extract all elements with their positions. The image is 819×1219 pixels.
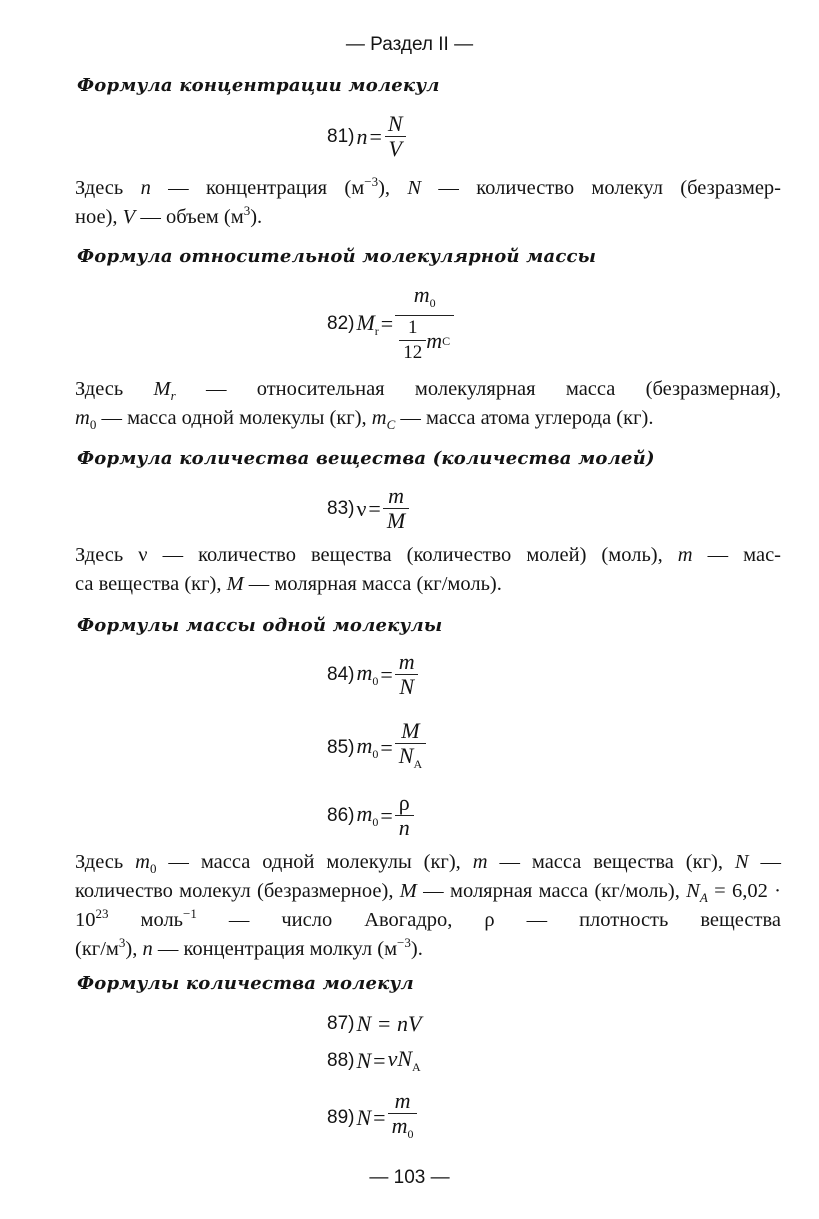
formula-lhs: N xyxy=(356,1047,372,1073)
numerator: M xyxy=(401,718,420,743)
lhs-subscript: 0 xyxy=(372,674,379,688)
equals-sign: = xyxy=(368,495,381,521)
numerator-subscript: 0 xyxy=(429,296,436,310)
fraction xyxy=(383,484,409,533)
equals-sign: = xyxy=(380,661,393,687)
numerator: m xyxy=(388,483,404,508)
formula-86 xyxy=(327,791,414,840)
section-heading-concentration: Формула концентрации молекул xyxy=(77,75,440,96)
formula-lhs: m xyxy=(356,660,373,685)
denominator: n xyxy=(395,815,414,840)
p4-line-1: Здесь $m_0$ — масса одной молекулы (кг), m — масса вещества (кг), xyxy=(75,851,723,877)
fraction xyxy=(395,283,454,365)
p4-line-4: $(кг/м^3)$, n — концентрация молкул $(м^{-3})$. xyxy=(75,935,423,960)
p1-line-1: Здесь n — концентрация $(м^{-3})$, N — количество молекул (безразмер- xyxy=(75,174,781,199)
numerator: m xyxy=(398,649,415,674)
denominator: M xyxy=(383,508,409,533)
p1-line-2: ное), V — объем $(м^3)$. xyxy=(75,203,263,228)
denominator: V xyxy=(385,136,406,161)
running-header: — Раздел II — xyxy=(345,34,474,55)
formula-number: 85) xyxy=(327,736,355,758)
page-number: — 103 — xyxy=(369,1167,450,1188)
equals-sign: = xyxy=(373,1104,386,1130)
fraction xyxy=(395,650,419,699)
formula-83 xyxy=(327,484,409,533)
formula-number: 84) xyxy=(327,663,355,685)
paragraph-1 xyxy=(75,174,781,232)
formula-85 xyxy=(327,719,426,776)
denominator-subscript: C xyxy=(442,333,451,348)
fraction xyxy=(384,112,407,161)
equals-sign: = xyxy=(373,1047,386,1073)
paragraph-4 xyxy=(75,848,781,964)
formula-87 xyxy=(327,1011,421,1037)
formula-rhs: νN xyxy=(387,1046,413,1071)
formula-number: 81) xyxy=(327,125,355,147)
formula-number: 87) xyxy=(327,1013,355,1034)
formula-number: 86) xyxy=(327,804,355,826)
formula-lhs: N xyxy=(356,1104,372,1130)
denominator-var: m xyxy=(426,327,443,353)
p4-line-3: $N_A = 6,02 \cdot 10^{23}$ моль$^{-1}$ — число Авогадро, ρ — плотность вещества xyxy=(75,880,782,931)
numerator xyxy=(410,283,440,315)
equals-sign: = xyxy=(380,311,394,336)
numerator: m xyxy=(394,1088,411,1113)
formula-body: N = nV xyxy=(356,1011,422,1036)
fraction xyxy=(388,1089,418,1146)
denominator-subscript: A xyxy=(413,757,423,771)
paragraph-2 xyxy=(75,375,781,433)
inner-denominator: 12 xyxy=(399,340,426,365)
denominator xyxy=(388,1113,418,1146)
p2-line-2: $m_0$ — масса одной молекулы (кг), $m_C$ — масса атома углерода (кг). xyxy=(75,407,654,433)
rhs-subscript: A xyxy=(412,1060,421,1074)
denominator-subscript: 0 xyxy=(407,1127,414,1141)
denominator-var: N xyxy=(398,743,414,768)
denominator-var: m xyxy=(391,1113,408,1138)
p3-line-2: са вещества (кг), M — молярная масса (кг/моль). xyxy=(75,573,502,595)
lhs-subscript: 0 xyxy=(372,747,379,761)
paragraph-3 xyxy=(75,541,781,599)
lhs-subscript: r xyxy=(374,323,379,338)
lhs-subscript: 0 xyxy=(372,815,379,829)
denominator: N xyxy=(395,674,418,699)
p4-line-2: N — количество молекул (безразмерное), M — молярная масса (кг/моль), xyxy=(75,851,781,902)
inner-fraction xyxy=(399,316,426,365)
formula-81 xyxy=(327,112,407,161)
p3-line-1: Здесь ν — количество вещества (количество молей) (моль), m — мас- xyxy=(75,544,781,566)
section-heading-molecule-mass: Формулы массы одной молекулы xyxy=(77,615,443,636)
formula-82 xyxy=(327,283,454,365)
denominator xyxy=(395,743,426,776)
formula-84 xyxy=(327,650,419,699)
numerator: ρ xyxy=(398,790,410,815)
formula-lhs: M xyxy=(356,309,375,335)
formula-number: 89) xyxy=(327,1106,355,1128)
section-heading-relative-mass: Формула относительной молекулярной массы xyxy=(77,246,597,267)
formula-88 xyxy=(327,1046,421,1075)
formula-lhs: ν xyxy=(356,495,367,521)
equals-sign: = xyxy=(380,802,393,828)
denominator xyxy=(395,315,454,365)
inner-numerator: 1 xyxy=(407,317,418,338)
fraction xyxy=(395,791,414,840)
formula-89 xyxy=(327,1089,417,1146)
formula-lhs: m xyxy=(356,733,373,758)
numerator: N xyxy=(387,111,403,136)
equals-sign: = xyxy=(380,734,393,760)
formula-number: 88) xyxy=(327,1049,355,1071)
section-heading-amount: Формула количества вещества (количества молей) xyxy=(77,448,655,469)
section-heading-molecule-count: Формулы количества молекул xyxy=(77,973,414,994)
formula-number: 82) xyxy=(327,313,355,334)
p2-line-1: Здесь $M_r$ — относительная молекулярная масса (безразмерная), xyxy=(75,378,781,404)
formula-lhs: m xyxy=(356,801,373,826)
fraction xyxy=(395,719,426,776)
formula-number: 83) xyxy=(327,497,355,519)
numerator-var: m xyxy=(413,282,430,307)
equals-sign: = xyxy=(369,123,382,149)
formula-lhs: n xyxy=(356,123,368,149)
